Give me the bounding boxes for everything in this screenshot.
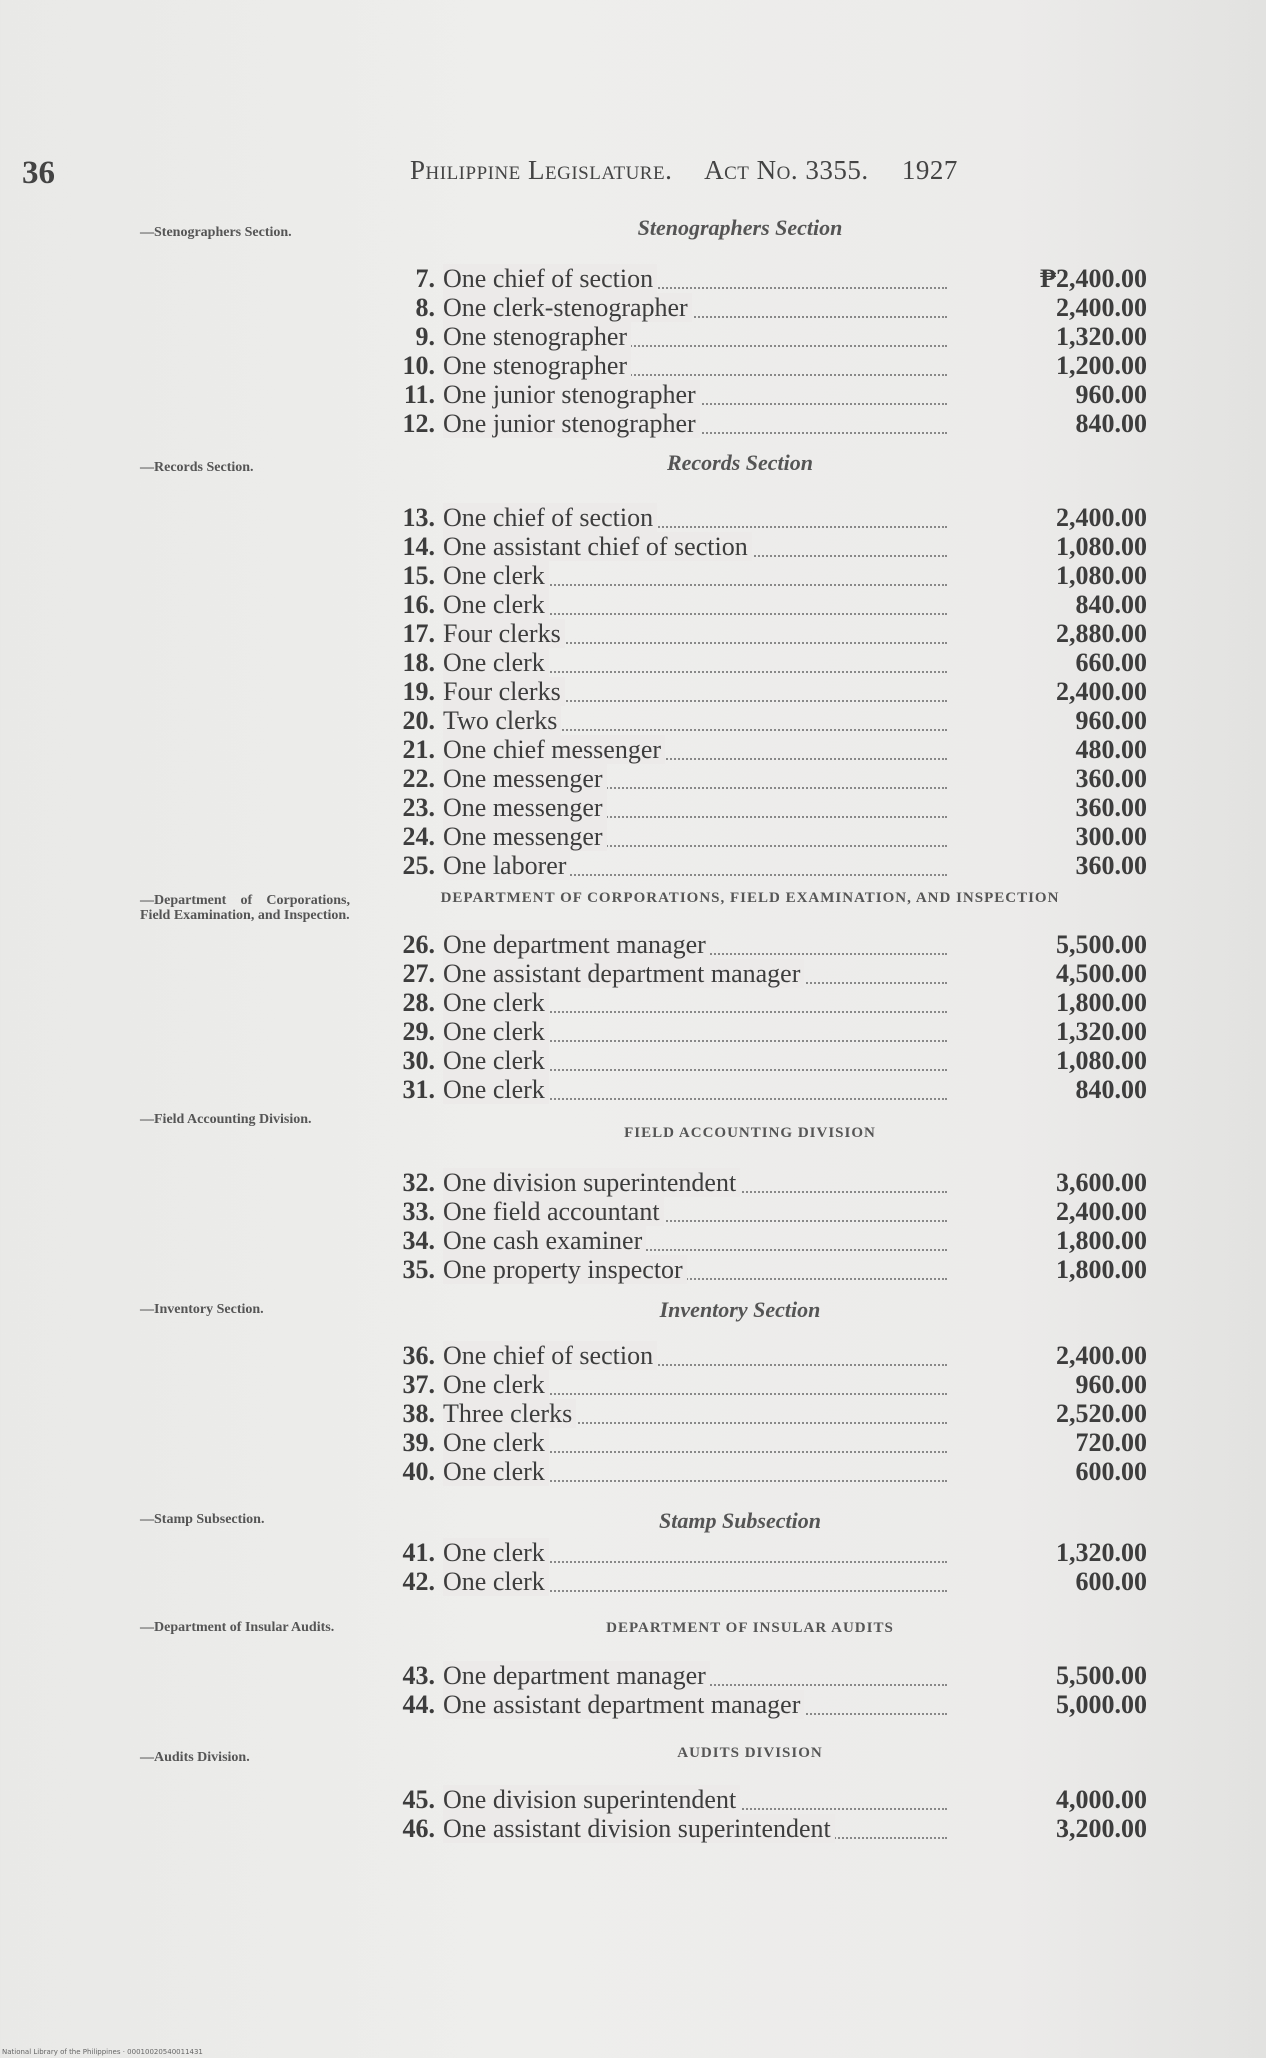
entry-amount: 660.00: [1075, 648, 1147, 677]
entry-description: One property inspector: [443, 1255, 1266, 1284]
section-heading: DEPARTMENT OF CORPORATIONS, FIELD EXAMINATION, AND INSPECTION: [440, 890, 1060, 906]
entry-row: [385, 1255, 1147, 1284]
entry-number: 18.: [402, 648, 435, 677]
entry-amount: 360.00: [1075, 851, 1147, 880]
entry-description: One clerk: [443, 648, 1266, 677]
publication-title: Philippine Legislature.: [410, 155, 673, 185]
entry-number: 30.: [402, 1046, 435, 1075]
entry-row: [385, 1428, 1147, 1457]
entry-description: One clerk: [443, 1538, 1266, 1567]
entry-row: [385, 1168, 1147, 1197]
entry-description: One clerk: [443, 1428, 1266, 1457]
entry-row: [385, 561, 1147, 590]
margin-note-audits-division: —Audits Division.: [140, 1750, 250, 1765]
entry-amount: 2,880.00: [1056, 619, 1147, 648]
entry-number: 45.: [402, 1785, 435, 1814]
entry-row: [385, 959, 1147, 988]
entry-description: One chief of section: [443, 264, 1266, 293]
entry-list: [385, 1341, 1147, 1486]
entry-amount: 840.00: [1075, 409, 1147, 438]
entry-row: [385, 677, 1147, 706]
section-heading: Records Section: [666, 450, 814, 475]
entry-row: [385, 1075, 1147, 1104]
entry-description: One field accountant: [443, 1197, 1266, 1226]
entry-amount: 600.00: [1075, 1457, 1147, 1486]
entry-amount: 360.00: [1075, 793, 1147, 822]
entry-number: 43.: [402, 1661, 435, 1690]
entry-description: One clerk-stenographer: [443, 293, 1266, 322]
entry-number: 32.: [402, 1168, 435, 1197]
entry-number: 41.: [402, 1538, 435, 1567]
entry-row: [385, 1814, 1147, 1843]
entry-description: One stenographer: [443, 351, 1266, 380]
entry-amount: 2,520.00: [1056, 1399, 1147, 1428]
entry-number: 33.: [402, 1197, 435, 1226]
entry-description: One assistant department manager: [443, 959, 1266, 988]
entry-list: [385, 1538, 1147, 1596]
entry-description: Two clerks: [443, 706, 1266, 735]
section-heading: Inventory Section: [659, 1297, 821, 1322]
entry-row: [385, 1341, 1147, 1370]
entry-list: [385, 1168, 1147, 1284]
entry-row: [385, 735, 1147, 764]
entry-row: [385, 1457, 1147, 1486]
entry-amount: 960.00: [1075, 1370, 1147, 1399]
entry-number: 42.: [402, 1567, 435, 1596]
entry-row: [385, 503, 1147, 532]
entry-description: One stenographer: [443, 322, 1266, 351]
entry-amount: 5,500.00: [1056, 1661, 1147, 1690]
entry-row: [385, 1017, 1147, 1046]
entry-amount: 840.00: [1075, 590, 1147, 619]
entry-row: [385, 409, 1147, 438]
entry-amount: 1,800.00: [1056, 1226, 1147, 1255]
section-heading: Stamp Subsection: [659, 1508, 821, 1533]
entry-amount: 720.00: [1075, 1428, 1147, 1457]
entry-amount: 1,800.00: [1056, 1255, 1147, 1284]
entry-row: [385, 1197, 1147, 1226]
entry-row: [385, 706, 1147, 735]
entry-amount: 4,500.00: [1056, 959, 1147, 988]
entry-number: 21.: [402, 735, 435, 764]
entry-description: Four clerks: [443, 619, 1266, 648]
entry-amount: 1,320.00: [1056, 1538, 1147, 1567]
entry-row: [385, 1538, 1147, 1567]
entry-number: 28.: [402, 988, 435, 1017]
entry-row: [385, 1567, 1147, 1596]
entry-number: 40.: [402, 1457, 435, 1486]
entry-list: [385, 930, 1147, 1104]
entry-description: One assistant division superintendent: [443, 1814, 1266, 1843]
entry-number: 34.: [402, 1226, 435, 1255]
entry-number: 37.: [402, 1370, 435, 1399]
entry-row: [385, 1661, 1147, 1690]
entry-description: One clerk: [443, 1567, 1266, 1596]
entry-description: One clerk: [443, 1075, 1266, 1104]
entry-amount: 3,600.00: [1056, 1168, 1147, 1197]
margin-note-records: —Records Section.: [140, 460, 254, 475]
entry-number: 17.: [402, 619, 435, 648]
margin-note-insular-audits: —Department of Insular Audits.: [140, 1620, 335, 1635]
entry-number: 8.: [415, 293, 435, 322]
entry-number: 44.: [402, 1690, 435, 1719]
entry-description: One assistant department manager: [443, 1690, 1266, 1719]
entry-amount: 2,400.00: [1056, 503, 1147, 532]
entry-amount: 840.00: [1075, 1075, 1147, 1104]
margin-note-corporations: —Department of Corporations, Field Examination, and Inspection.: [140, 893, 350, 923]
entry-amount: 960.00: [1075, 706, 1147, 735]
entry-amount: 2,400.00: [1056, 293, 1147, 322]
entry-amount: 1,320.00: [1056, 1017, 1147, 1046]
entry-amount: 300.00: [1075, 822, 1147, 851]
entry-amount: 1,800.00: [1056, 988, 1147, 1017]
entry-number: 19.: [402, 677, 435, 706]
entry-number: 36.: [402, 1341, 435, 1370]
entry-description: One division superintendent: [443, 1168, 1266, 1197]
entry-amount: 4,000.00: [1056, 1785, 1147, 1814]
margin-note-field-accounting: —Field Accounting Division.: [140, 1112, 312, 1127]
entry-amount: 960.00: [1075, 380, 1147, 409]
entry-row: [385, 532, 1147, 561]
entry-row: [385, 851, 1147, 880]
entry-list: [385, 503, 1147, 880]
margin-note-inventory: —Inventory Section.: [140, 1302, 264, 1317]
year: 1927: [901, 155, 958, 185]
entry-number: 15.: [402, 561, 435, 590]
entry-number: 12.: [402, 409, 435, 438]
entry-list: [385, 264, 1147, 438]
entry-description: One laborer: [443, 851, 1266, 880]
entry-amount: 2,400.00: [1056, 677, 1147, 706]
entry-description: Three clerks: [443, 1399, 1266, 1428]
entry-description: One clerk: [443, 1457, 1266, 1486]
entry-amount: 1,080.00: [1056, 532, 1147, 561]
entry-number: 35.: [402, 1255, 435, 1284]
entry-description: One chief of section: [443, 1341, 1266, 1370]
entry-description: Four clerks: [443, 677, 1266, 706]
entry-description: One cash examiner: [443, 1226, 1266, 1255]
entry-number: 27.: [402, 959, 435, 988]
entry-amount: 5,500.00: [1056, 930, 1147, 959]
entry-description: One department manager: [443, 930, 1266, 959]
entry-row: [385, 351, 1147, 380]
entry-row: [385, 822, 1147, 851]
entry-amount: 360.00: [1075, 764, 1147, 793]
section-heading: FIELD ACCOUNTING DIVISION: [624, 1125, 876, 1141]
entry-row: [385, 1690, 1147, 1719]
entry-description: One department manager: [443, 1661, 1266, 1690]
entry-row: [385, 930, 1147, 959]
entry-row: [385, 648, 1147, 677]
entry-amount: 600.00: [1075, 1567, 1147, 1596]
entry-description: One division superintendent: [443, 1785, 1266, 1814]
entry-amount: 5,000.00: [1056, 1690, 1147, 1719]
running-head: [410, 155, 984, 186]
entry-number: 10.: [402, 351, 435, 380]
entry-row: [385, 1046, 1147, 1075]
entry-number: 26.: [402, 930, 435, 959]
entry-description: One clerk: [443, 1017, 1266, 1046]
entry-number: 16.: [402, 590, 435, 619]
entry-number: 25.: [402, 851, 435, 880]
entry-row: [385, 619, 1147, 648]
section-heading: Stenographers Section: [637, 215, 843, 240]
entry-description: One chief of section: [443, 503, 1266, 532]
page-number: 36: [22, 155, 55, 191]
entry-description: One messenger: [443, 764, 1266, 793]
entry-row: [385, 1399, 1147, 1428]
entry-row: [385, 988, 1147, 1017]
scan-footer: National Library of the Philippines · 00010020540011431: [2, 2048, 203, 2056]
entry-description: One clerk: [443, 1046, 1266, 1075]
entry-number: 9.: [415, 322, 435, 351]
entry-list: [385, 1661, 1147, 1719]
entry-row: [385, 1226, 1147, 1255]
entry-amount: 1,080.00: [1056, 1046, 1147, 1075]
entry-number: 31.: [402, 1075, 435, 1104]
entry-description: One clerk: [443, 590, 1266, 619]
entry-row: [385, 293, 1147, 322]
entry-amount: 1,200.00: [1056, 351, 1147, 380]
entry-list: [385, 1785, 1147, 1843]
entry-number: 39.: [402, 1428, 435, 1457]
entry-description: One chief messenger: [443, 735, 1266, 764]
entry-number: 22.: [402, 764, 435, 793]
entry-amount: 2,400.00: [1056, 1341, 1147, 1370]
entry-number: 24.: [402, 822, 435, 851]
act-number: Act No. 3355.: [704, 155, 869, 185]
entry-description: One messenger: [443, 822, 1266, 851]
entry-amount: 480.00: [1075, 735, 1147, 764]
entry-number: 23.: [402, 793, 435, 822]
entry-number: 20.: [402, 706, 435, 735]
entry-description: One clerk: [443, 1370, 1266, 1399]
entry-number: 11.: [403, 380, 435, 409]
entry-number: 7.: [415, 264, 435, 293]
entry-row: [385, 1785, 1147, 1814]
margin-note-stenographers: —Stenographers Section.: [140, 225, 292, 240]
entry-amount: 3,200.00: [1056, 1814, 1147, 1843]
margin-note-stamp: —Stamp Subsection.: [140, 1512, 265, 1527]
entry-row: [385, 764, 1147, 793]
entry-description: One assistant chief of section: [443, 532, 1266, 561]
entry-row: [385, 590, 1147, 619]
entry-number: 29.: [402, 1017, 435, 1046]
entry-amount: ₱2,400.00: [1040, 264, 1147, 293]
entry-description: One clerk: [443, 988, 1266, 1017]
entry-number: 46.: [402, 1814, 435, 1843]
entry-row: [385, 380, 1147, 409]
entry-number: 13.: [402, 503, 435, 532]
entry-number: 38.: [402, 1399, 435, 1428]
entry-amount: 2,400.00: [1056, 1197, 1147, 1226]
entry-row: [385, 322, 1147, 351]
entry-amount: 1,320.00: [1056, 322, 1147, 351]
entry-number: 14.: [402, 532, 435, 561]
entry-row: [385, 1370, 1147, 1399]
entry-description: One junior stenographer: [443, 409, 1266, 438]
section-heading: DEPARTMENT OF INSULAR AUDITS: [606, 1620, 894, 1636]
section-heading: AUDITS DIVISION: [677, 1745, 823, 1761]
entry-row: [385, 793, 1147, 822]
entry-amount: 1,080.00: [1056, 561, 1147, 590]
entry-description: One messenger: [443, 793, 1266, 822]
entry-row: [385, 264, 1147, 293]
entry-description: One clerk: [443, 561, 1266, 590]
entry-description: One junior stenographer: [443, 380, 1266, 409]
